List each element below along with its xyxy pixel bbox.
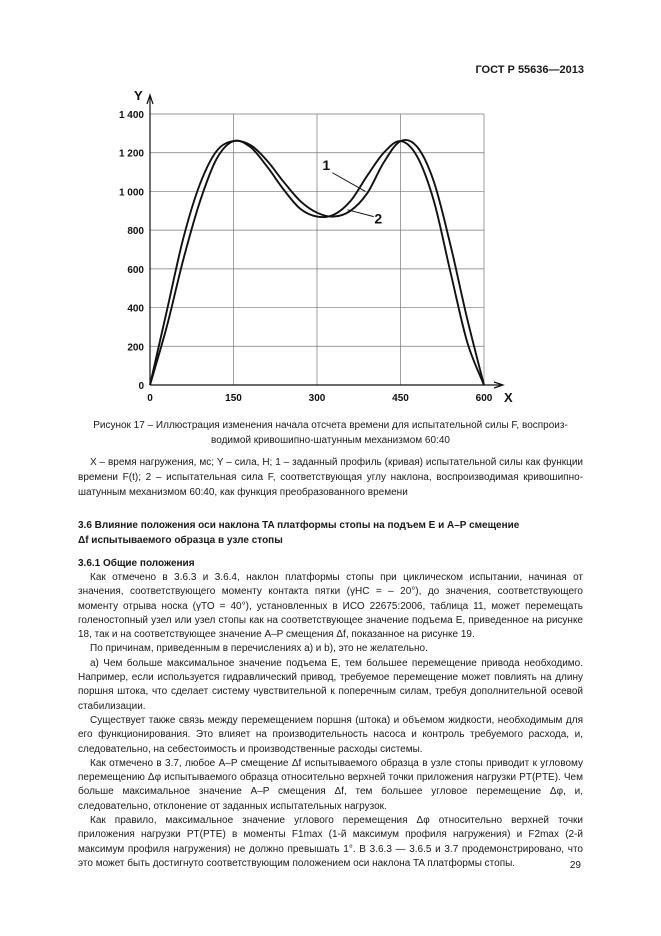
x-tick-label: 450 (392, 393, 409, 404)
y-tick-label: 1 000 (118, 187, 144, 199)
section-body (78, 571, 583, 871)
x-tick-label: 600 (475, 393, 493, 404)
section-3-6-heading (78, 518, 583, 548)
y-axis-label: Y (134, 88, 143, 103)
paragraph: По причинам, приведенным в перечислениях a) и b), это не желательно. (90, 643, 428, 655)
section-heading-line-2: Δf испытываемого образца в узле стопы (78, 535, 283, 546)
section-heading-line-1: 3.6 Влияние положения оси наклона TA платформы стопы на подъем E и A–P смещение (78, 520, 520, 531)
y-tick-label: 200 (127, 342, 144, 354)
page-number: 29 (569, 860, 581, 871)
standard-code: ГОСТ Р 55636—2013 (475, 64, 584, 76)
y-tick-label: 800 (127, 226, 144, 238)
paragraph: Как отмечено в 3.6.3 и 3.6.4, наклон платформы стопы при циклическом испытании, начиная от значения, соответствующего моменту контакта пятки (γHC = – 20°), до значения, соответствующего моменту отрыва носка (γTO = 40°), установленных в ИСО 22675:2006, таблица 11, может перемещать голеностопный узел или узел стопы как на соответствующее значение подъема E, приведенное на рисунке 18, так и на соответствующее значение A–P смещения Δf, показанное на рисунке 19. (78, 572, 583, 641)
paragraph: Как отмечено в 3.7, любое A–P смещение Δf испытываемого образца в узле стопы приводит к угловому перемещению Δφ испытываемого образца относительно верхней точки приложения нагрузки PT(PTE). Чем больше максимальное значение A–P смещения Δf, тем большее угловое перемещение Δφ, и, следовательно, отклонение от заданных испытательных нагрузок. (78, 757, 583, 812)
section-3-6-1-heading: 3.6.1 Общие положения (78, 558, 195, 569)
y-tick-label: 1 400 (118, 110, 144, 121)
chart-grid (150, 114, 484, 385)
x-tick-label: 150 (225, 393, 242, 404)
series-1-leader (332, 173, 365, 192)
y-tick-label: 600 (127, 264, 144, 276)
paragraph: Существует также связь между перемещением поршня (штока) и объемом жидкости, необходимым для его функционирования. Это влияет на производительность насоса и контроль требуемого расхода, и, следовательно, на себестоимость и производственные расходы системы. (78, 714, 583, 755)
series-label-2: 2 (374, 210, 383, 227)
figure-caption (78, 418, 583, 448)
x-axis-label: X (504, 390, 513, 405)
caption-line-2: водимой кривошипно-шатунным механизмом 60:40 (211, 435, 450, 446)
y-tick-label: 0 (138, 381, 144, 392)
y-tick-label: 400 (127, 303, 144, 315)
y-tick-label: 1 200 (118, 148, 144, 160)
x-tick-label: 300 (308, 393, 326, 404)
caption-line-1: Рисунок 17 – Иллюстрация изменения начала отсчета времени для испытательной силы F, воспроиз- (93, 420, 568, 431)
force-time-chart (108, 84, 528, 414)
x-tick-label: 0 (147, 393, 153, 404)
paragraph: a) Чем больше максимальное значение подъема E, тем большее перемещение привода необходимо. Например, если используется гидравлический привод, требуемое перемещение может повлиять на длину поршня штока, что сделает систему чувствительной к поперечным силам, требуя дополнительной осевой стабилизации. (78, 657, 583, 712)
series-label-1: 1 (322, 156, 331, 173)
paragraph: Как правило, максимальное значение углового перемещения Δφ относительно верхней точки приложения нагрузки PT(PTE) в моменты F1max (1-й максимум профиля нагружения) и F2max (2-й максимум профиля нагружения) не должно превышать 1°. В 3.6.3 — 3.6.5 и 3.7 продемонстрировано, что это может быть достигнуто соответствующим положением оси наклона TA платформы стопы. (78, 815, 583, 869)
figure-legend: X – время нагружения, мс; Y – сила, Н; 1 – заданный профиль (кривая) испытательной силы как функции времени F(t); 2 – испытательная сила F, соответствующая углу наклона, воспроизводимая кривошипно-шатунным механизмом 60:40, как функция преобразованного времени (78, 457, 583, 498)
chart-labels (119, 88, 513, 405)
series-2-leader (348, 210, 374, 217)
